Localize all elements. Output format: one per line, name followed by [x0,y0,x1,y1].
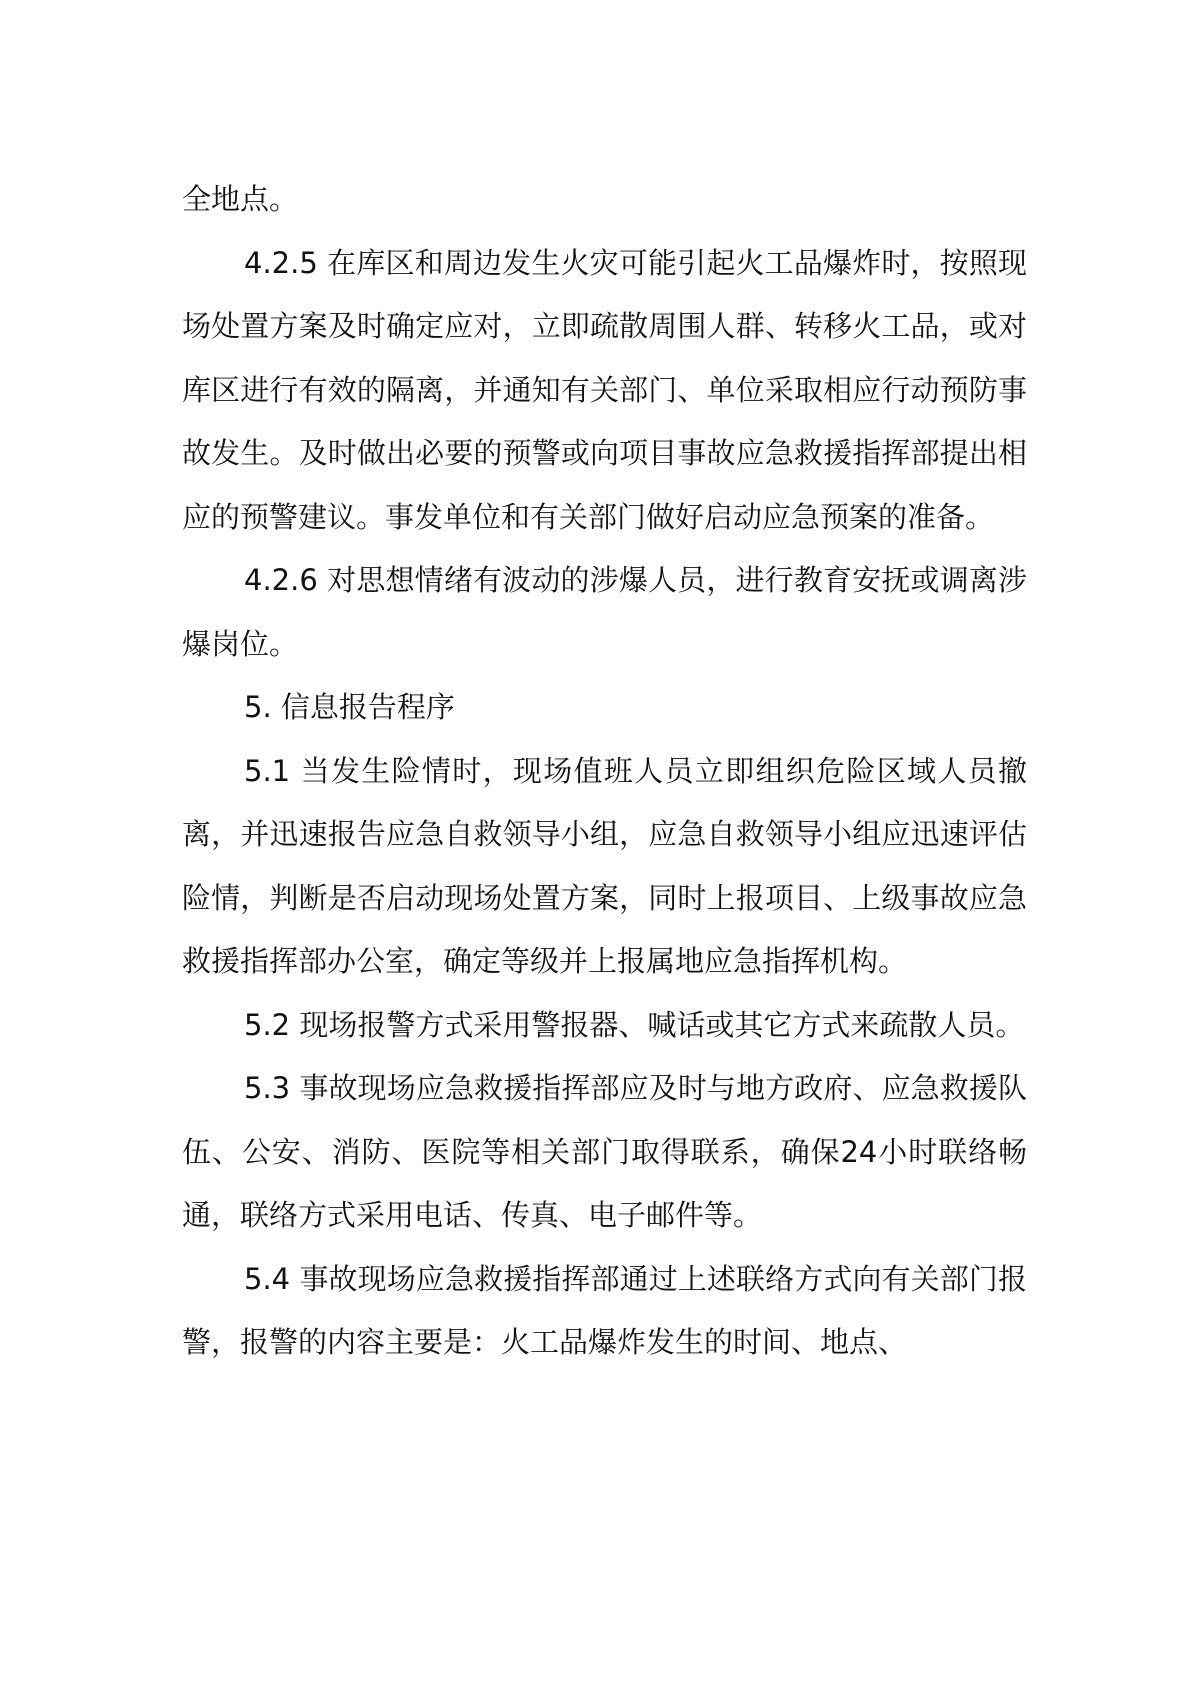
paragraph-5-3: 5.3 事故现场应急救援指挥部应及时与地方政府、应急救援队伍、公安、消防、医院等相关部门取得联系，确保24小时联络畅通，联络方式采用电话、传真、电子邮件等。 [182,1071,1027,1232]
paragraph-5-4: 5.4 事故现场应急救援指挥部通过上述联络方式向有关部门报警，报警的内容主要是：火工品爆炸发生的时间、地点、 [182,1261,1027,1359]
document-body [182,168,1027,1375]
paragraph-4-2-5: 4.2.5 在库区和周边发生火灾可能引起火工品爆炸时，按照现场处置方案及时确定应对，立即疏散周围人群、转移火工品，或对库区进行有效的隔离，并通知有关部门、单位采取相应行动预防事故发生。及时做出必要的预警或向项目事故应急救援指挥部提出相应的预警建议。事发单位和有关部门做好启动应急预案的准备。 [182,245,1027,534]
paragraph-5-1: 5.1 当发生险情时，现场值班人员立即组织危险区域人员撤离，并迅速报告应急自救领导小组，应急自救领导小组应迅速评估险情，判断是否启动现场处置方案，同时上报项目、上级事故应急救援指挥部办公室，确定等级并上报属地应急指挥机构。 [182,753,1027,978]
paragraph-5-2: 5.2 现场报警方式采用警报器、喊话或其它方式来疏散人员。 [244,1007,1025,1042]
paragraph-4-2-6: 4.2.6 对思想情绪有波动的涉爆人员，进行教育安抚或调离涉爆岗位。 [182,563,1027,661]
paragraph-continuation: 全地点。 [182,182,299,216]
section-heading-5: 5. 信息报告程序 [244,690,455,724]
